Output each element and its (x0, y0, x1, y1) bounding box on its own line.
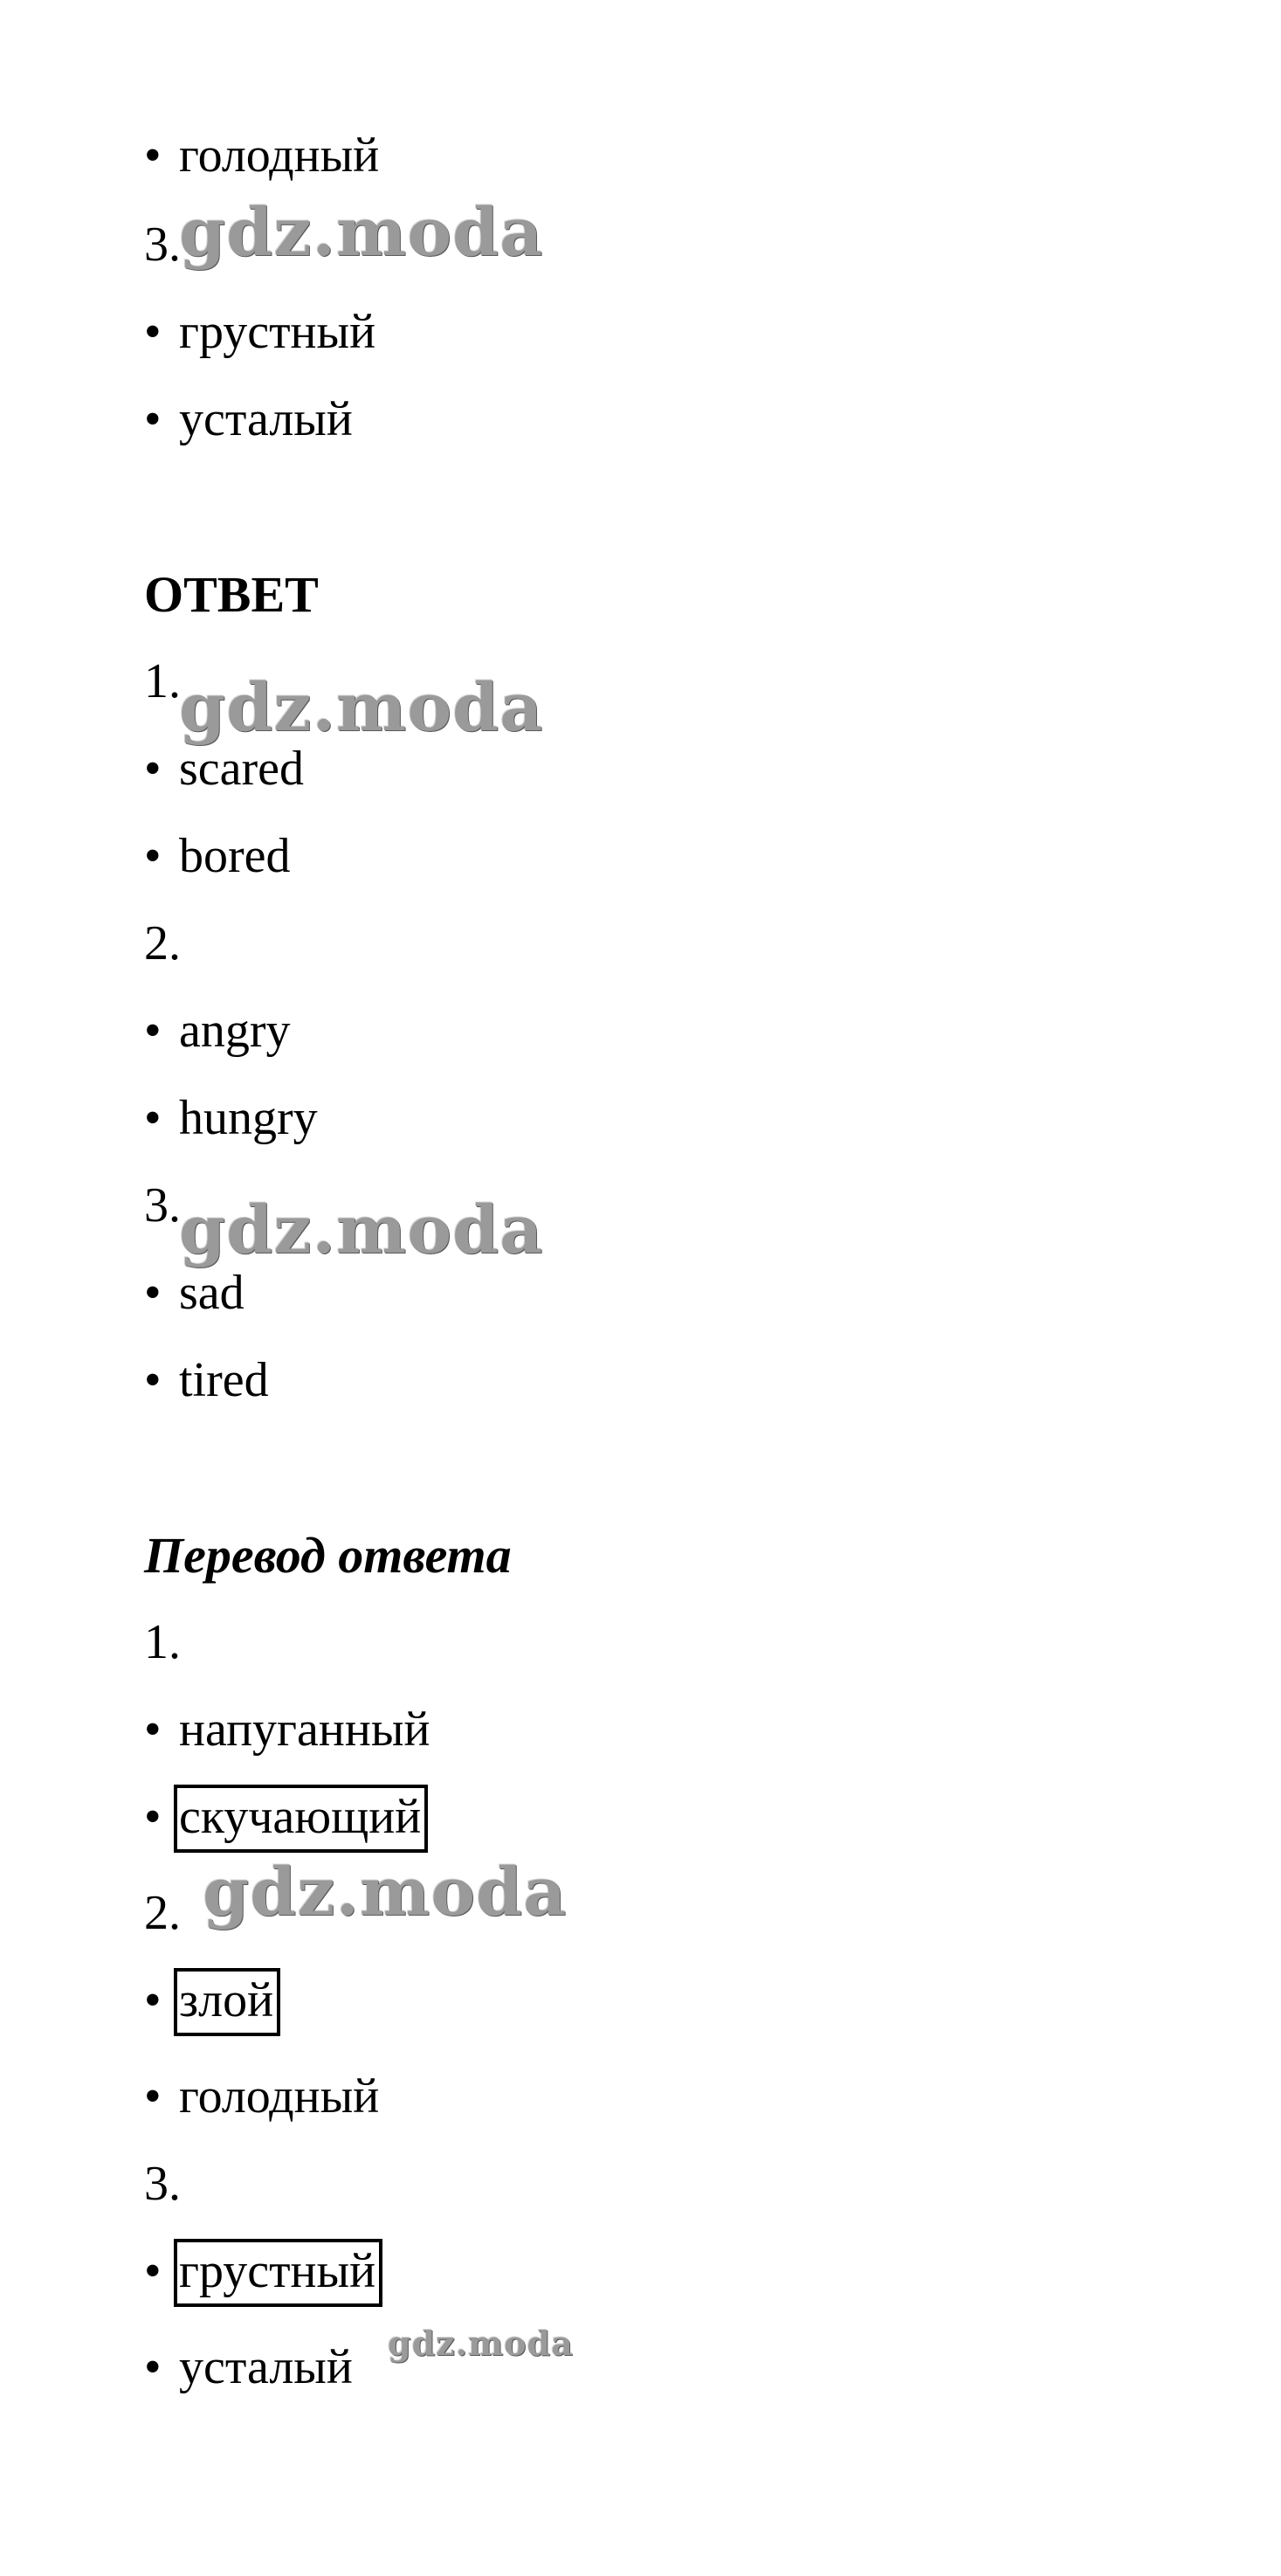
bullet: • (144, 1353, 162, 1407)
list-item (144, 1702, 430, 1757)
list-number: 1. (144, 654, 181, 708)
list-number: 1. (144, 1615, 181, 1669)
bullet: • (144, 128, 162, 183)
bullet: • (144, 1004, 162, 1058)
list-item (144, 1266, 244, 1320)
bullet: • (144, 1702, 162, 1757)
list-item (144, 1004, 291, 1058)
watermark: gdz.moda (203, 1853, 568, 1930)
list-item (144, 2069, 380, 2124)
list-item (144, 1973, 280, 2027)
bullet: • (144, 2069, 162, 2124)
list-item (144, 1790, 428, 1844)
item-text: hungry (179, 1091, 318, 1145)
bullet: • (144, 742, 162, 796)
bullet: • (144, 392, 162, 446)
watermark: gdz.moda (388, 2324, 574, 2363)
list-item (144, 829, 291, 883)
item-text: scared (179, 742, 305, 796)
list-item (144, 392, 353, 446)
translation-heading: Перевод ответа (144, 1527, 512, 1584)
item-text: bored (179, 829, 291, 883)
list-item (144, 305, 376, 359)
bullet: • (144, 1973, 162, 2027)
list-number: 3. (144, 2157, 181, 2211)
boxed-item-text: злой (174, 1968, 280, 2036)
bullet: • (144, 1266, 162, 1320)
item-text: усталый (179, 392, 353, 446)
item-text: angry (179, 1004, 291, 1058)
item-text: напуганный (179, 1702, 430, 1757)
item-text: усталый (179, 2340, 353, 2394)
watermark: gdz.moda (179, 193, 544, 271)
bullet: • (144, 2340, 162, 2394)
list-item (144, 2244, 382, 2298)
list-item (144, 742, 305, 796)
item-text: голодный (179, 2069, 380, 2124)
bullet: • (144, 1091, 162, 1145)
item-text: tired (179, 1353, 269, 1407)
list-number: 2. (144, 1886, 181, 1940)
answer-heading: ОТВЕТ (144, 566, 319, 623)
list-item (144, 128, 380, 183)
bullet: • (144, 829, 162, 883)
bullet: • (144, 2244, 162, 2298)
watermark: gdz.moda (179, 1191, 544, 1268)
item-text: грустный (179, 305, 376, 359)
bullet: • (144, 305, 162, 359)
list-number: 3. (144, 218, 181, 272)
list-number: 3. (144, 1178, 181, 1233)
item-text: голодный (179, 128, 380, 183)
list-item (144, 2340, 353, 2394)
boxed-item-text: скучающий (174, 1785, 428, 1853)
list-item (144, 1091, 318, 1145)
list-item (144, 1353, 269, 1407)
boxed-item-text: грустный (174, 2239, 382, 2307)
list-number: 2. (144, 916, 181, 970)
watermark: gdz.moda (179, 668, 544, 746)
item-text: sad (179, 1266, 244, 1320)
bullet: • (144, 1790, 162, 1844)
